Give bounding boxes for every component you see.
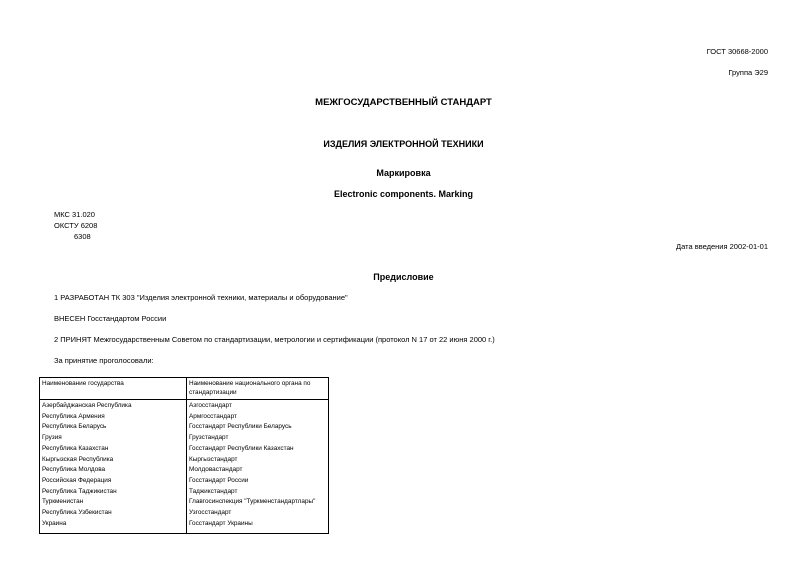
table-row: [40, 519, 329, 534]
subject-title-en: Electronic components. Marking: [333, 189, 474, 199]
standard-type-title: МЕЖГОСУДАРСТВЕННЫЙ СТАНДАРТ: [315, 97, 492, 108]
introduction-date: Дата введения 2002-01-01: [676, 242, 768, 251]
mks-code: МКС 31.020: [54, 210, 95, 219]
body-cell: Молдовастандарт: [187, 465, 329, 476]
state-cell: Кыргызская Республика: [40, 455, 187, 466]
table-row: [40, 465, 329, 476]
body-cell: Грузстандарт: [187, 433, 329, 444]
voting-table-header: [40, 378, 329, 400]
body-cell: Азгосстандарт: [187, 400, 329, 412]
state-cell: Туркменистан: [40, 497, 187, 508]
voting-table: [39, 377, 329, 534]
document-group: Группа Э29: [728, 68, 768, 77]
state-cell: Республика Таджикистан: [40, 487, 187, 498]
okstu-code: ОКСТУ 6208: [54, 221, 98, 230]
state-cell: Республика Армения: [40, 412, 187, 423]
column-header-body: Наименование национального органа по стандартизации: [187, 378, 329, 400]
table-row: [40, 412, 329, 423]
okstu-code-secondary: 6308: [74, 232, 91, 241]
table-row: [40, 422, 329, 433]
table-row: [40, 433, 329, 444]
preface-item-adopted: 2 ПРИНЯТ Межгосударственным Советом по стандартизации, метрологии и сертификации (протокол N 17 от 22 июня 2000 г.): [54, 335, 495, 344]
preface-item-introduced: ВНЕСЕН Госстандартом России: [54, 314, 167, 323]
preface-item-developed: 1 РАЗРАБОТАН ТК 303 "Изделия электронной техники, материалы и оборудование": [54, 293, 348, 302]
body-cell: Главгосинспекция "Туркменстандартлары": [187, 497, 329, 508]
table-row: [40, 497, 329, 508]
state-cell: Украина: [40, 519, 187, 534]
table-row: [40, 508, 329, 519]
preface-voted-label: За принятие проголосовали:: [54, 356, 154, 365]
state-cell: Азербайджанская Республика: [40, 400, 187, 412]
state-cell: Республика Беларусь: [40, 422, 187, 433]
body-cell: Госстандарт России: [187, 476, 329, 487]
state-cell: Республика Узбекистан: [40, 508, 187, 519]
state-cell: Республика Казахстан: [40, 444, 187, 455]
document-code: ГОСТ 30668-2000: [706, 47, 768, 56]
table-row: [40, 455, 329, 466]
table-row: [40, 400, 329, 412]
body-cell: Госстандарт Украины: [187, 519, 329, 534]
body-cell: Кыргызстандарт: [187, 455, 329, 466]
body-cell: Узгосстандарт: [187, 508, 329, 519]
state-cell: Российская Федерация: [40, 476, 187, 487]
table-row: [40, 476, 329, 487]
state-cell: Республика Молдова: [40, 465, 187, 476]
column-header-state: Наименование государства: [40, 378, 187, 400]
table-row: [40, 444, 329, 455]
table-row: [40, 487, 329, 498]
body-cell: Армгосстандарт: [187, 412, 329, 423]
body-cell: Госстандарт Республики Беларусь: [187, 422, 329, 433]
state-cell: Грузия: [40, 433, 187, 444]
preface-heading: Предисловие: [373, 272, 434, 282]
product-title: ИЗДЕЛИЯ ЭЛЕКТРОННОЙ ТЕХНИКИ: [323, 139, 484, 149]
body-cell: Таджикстандарт: [187, 487, 329, 498]
subject-title-ru: Маркировка: [376, 168, 431, 178]
body-cell: Госстандарт Республики Казахстан: [187, 444, 329, 455]
